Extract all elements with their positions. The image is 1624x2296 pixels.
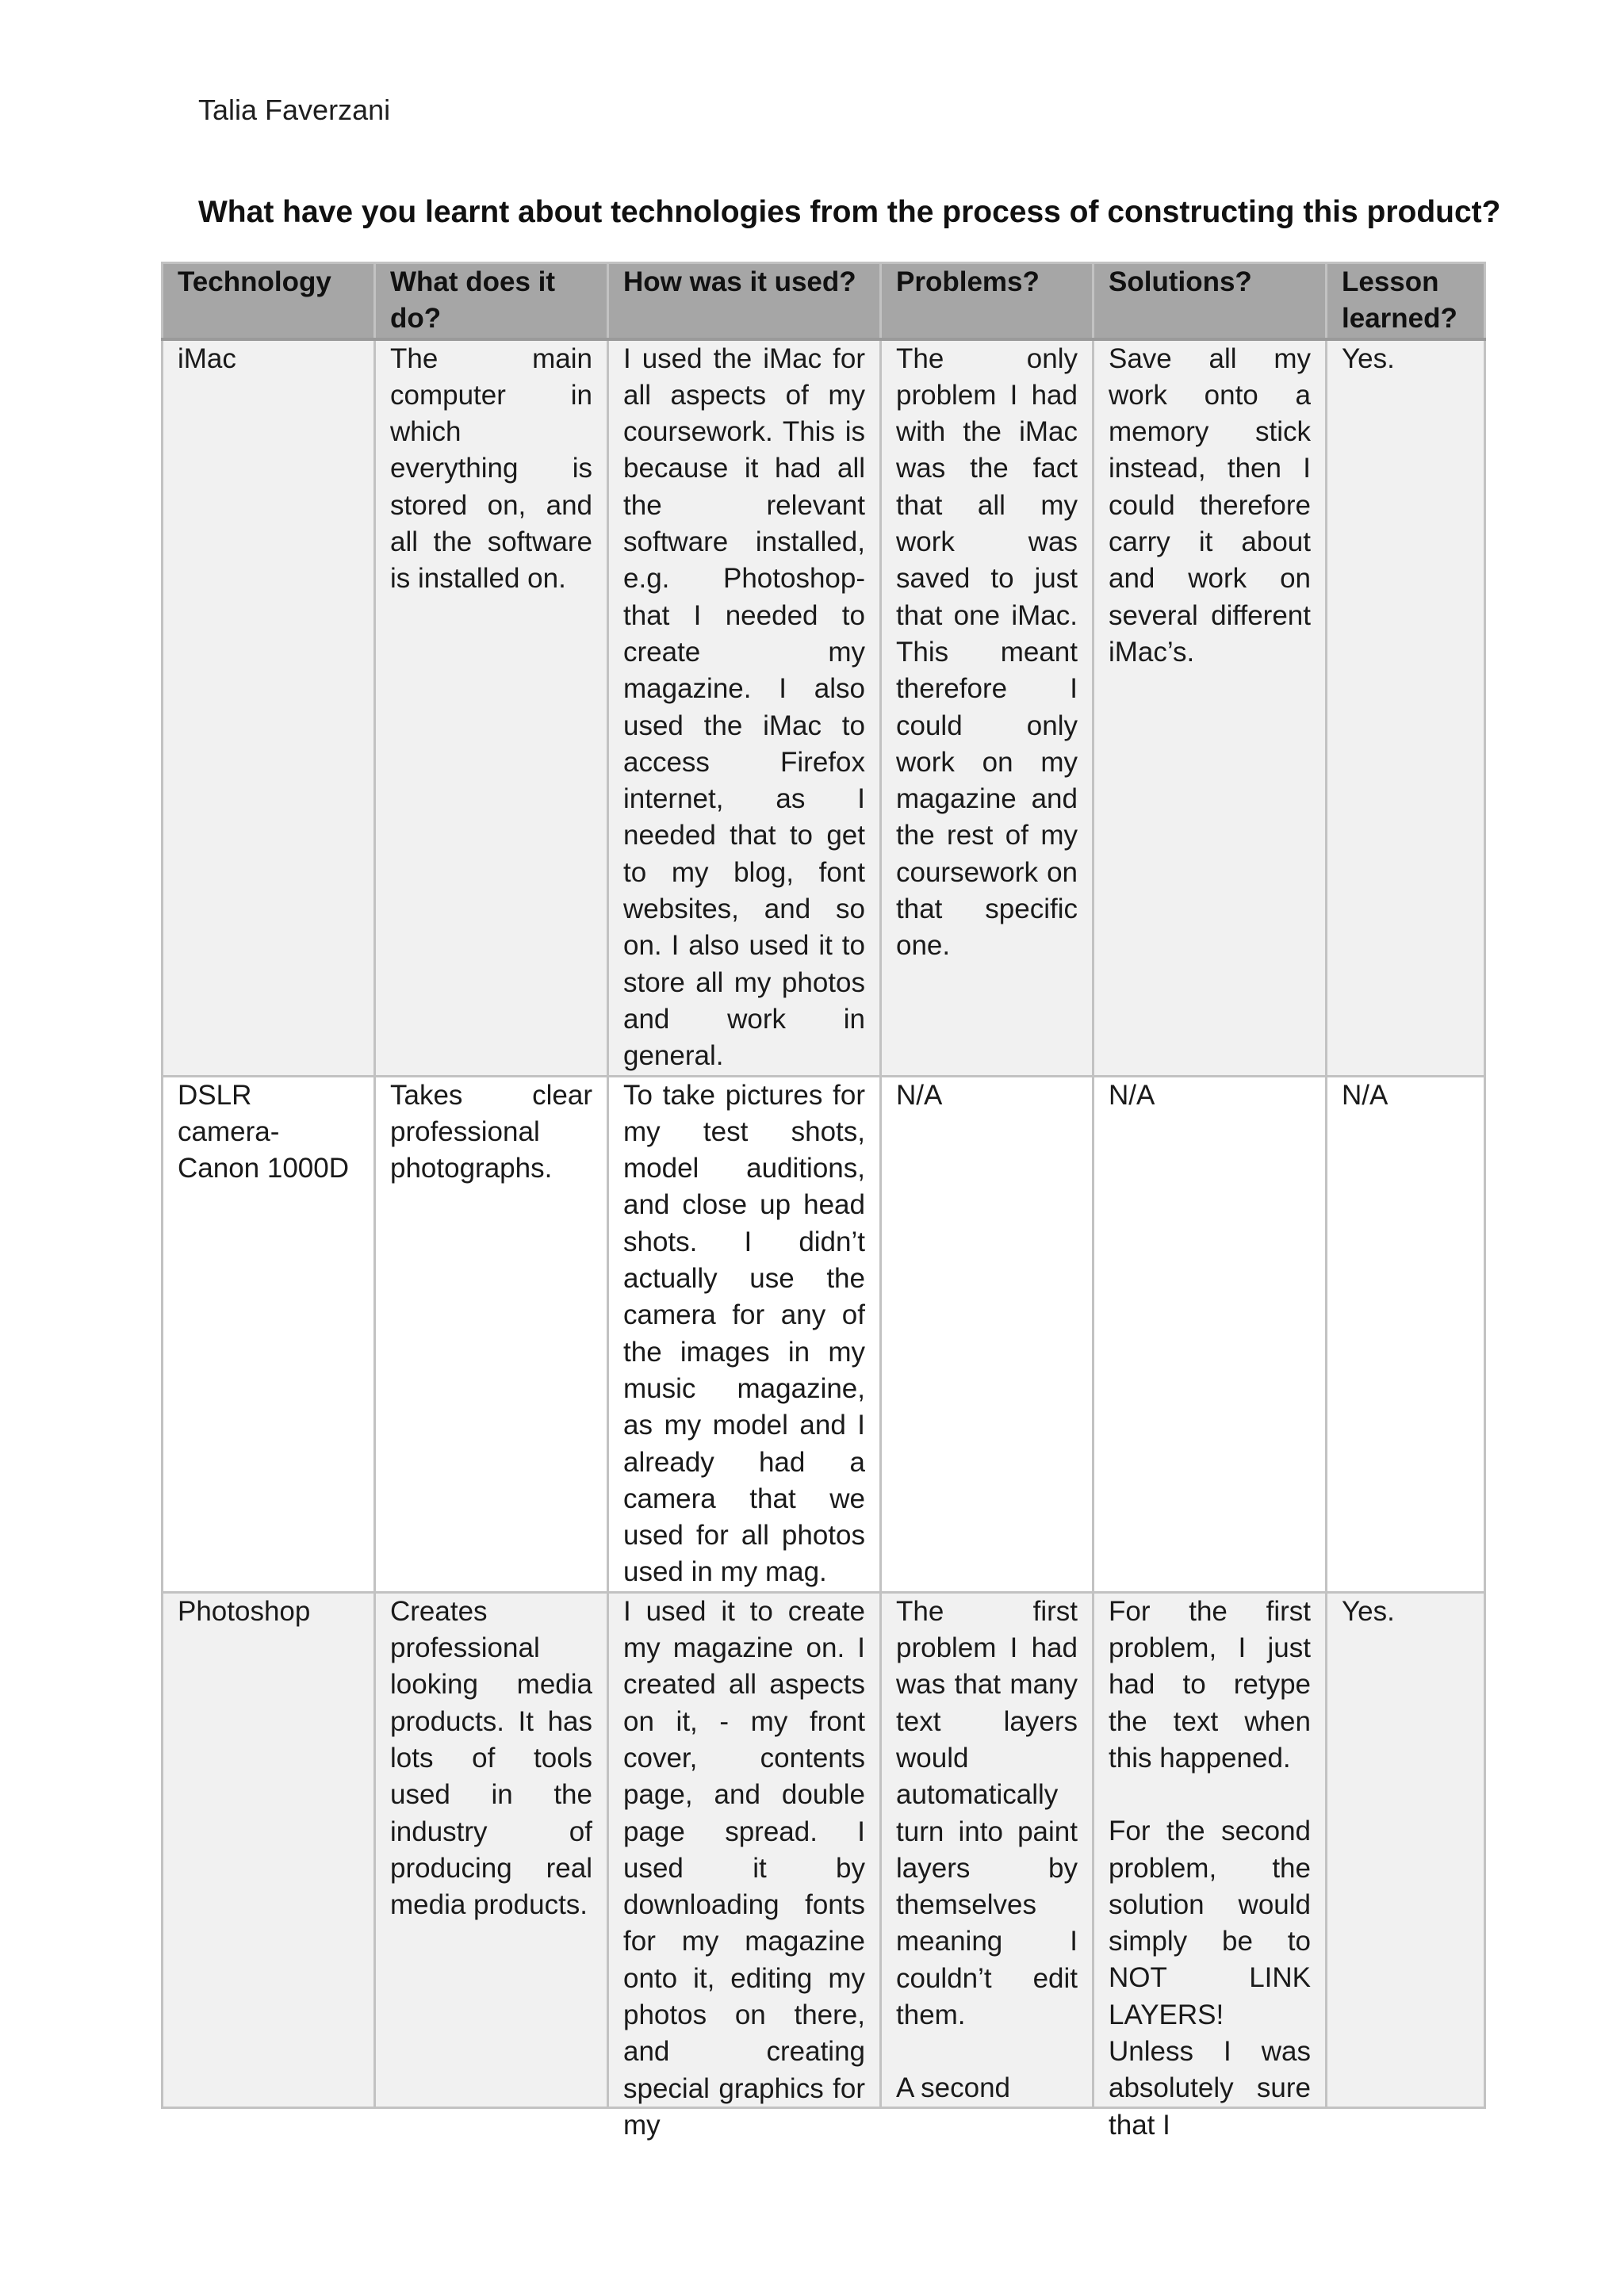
problems-paragraph-1: The first problem I had was that many text layers would automatically turn into paint layers by themselves meaning I couldn’t edit them. <box>896 1595 1078 2031</box>
cell-solutions-text <box>1109 1594 1311 2141</box>
header-what-does-it-do: What does it do? <box>375 263 608 339</box>
cell-problems: N/A <box>881 1076 1094 1592</box>
cell-problems: The only problem I had with the iMac was the fact that all my work was saved to just that one iMac. This meant therefore I could only work on my magazine and the rest of my coursework on that specific one. <box>881 339 1094 1077</box>
header-solutions: Solutions? <box>1094 263 1327 339</box>
cell-how-was-it-used: To take pictures for my test shots, model auditions, and close up head shots. I didn’t actually use the camera for any of the images in my music magazine, as my model and I already had a camera that we used for all photos used in my mag. <box>608 1076 881 1592</box>
cell-technology: DSLR camera- Canon 1000D <box>163 1076 375 1592</box>
cell-how-was-it-used <box>608 1592 881 2141</box>
header-technology: Technology <box>163 263 375 339</box>
cell-technology: iMac <box>163 339 375 1077</box>
header-problems: Problems? <box>881 263 1094 339</box>
cell-what-does-it-do: Takes clear professional photographs. <box>375 1076 608 1592</box>
problems-paragraph-2: A second <box>896 2072 1010 2104</box>
cell-lesson-learned: N/A <box>1327 1076 1485 1592</box>
table-row <box>163 1076 1485 1592</box>
header-how-was-it-used: How was it used? <box>608 263 881 339</box>
cell-what-does-it-do: Creates professional looking media products. It has lots of tools used in the industry of producing real media products. <box>375 1592 608 2107</box>
solutions-paragraph-1: For the first problem, I just had to retype the text when this happened. <box>1109 1595 1311 1774</box>
header-lesson-learned: Lesson learned? <box>1327 263 1485 339</box>
cell-how-text: I used it to create my magazine on. I created all aspects on it, - my front cover, contents page, and double page spread. I used it by downloading fonts for my magazine onto it, editing my photos on there, and creating special graphics for my <box>623 1595 865 2141</box>
cell-solutions <box>1094 1592 1327 2141</box>
cell-problems <box>881 1592 1094 2107</box>
technology-table <box>161 262 1486 2141</box>
page-question-heading: What have you learnt about technologies from the process of constructing this product? <box>198 195 1501 229</box>
cell-what-does-it-do: The main computer in which everything is stored on, and all the software is installed on. <box>375 339 608 1077</box>
cell-how-was-it-used: I used the iMac for all aspects of my coursework. This is because it had all the relevant software installed, e.g. Photoshop- that I needed to create my magazine. I also used the iMac to access Firefox internet, as I needed that to get to my blog, font websites, and so on. I also used it to store all my photos and work in general. <box>608 339 881 1077</box>
cell-solutions: N/A <box>1094 1076 1327 1592</box>
cell-technology: Photoshop <box>163 1592 375 2107</box>
cell-solutions: Save all my work onto a memory stick instead, then I could therefore carry it about and work on several different iMac’s. <box>1094 339 1327 1077</box>
table-row <box>163 1592 1485 2107</box>
cell-lesson-learned: Yes. <box>1327 339 1485 1077</box>
cell-problems-text <box>896 1594 1078 2107</box>
solutions-paragraph-2: For the second problem, the solution would simply be to NOT LINK LAYERS! Unless I was absolutely sure that I <box>1109 1816 1311 2141</box>
table-row <box>163 339 1485 1077</box>
author-name: Talia Faverzani <box>198 94 391 126</box>
cell-lesson-learned: Yes. <box>1327 1592 1485 2107</box>
table-header-row <box>163 263 1485 339</box>
